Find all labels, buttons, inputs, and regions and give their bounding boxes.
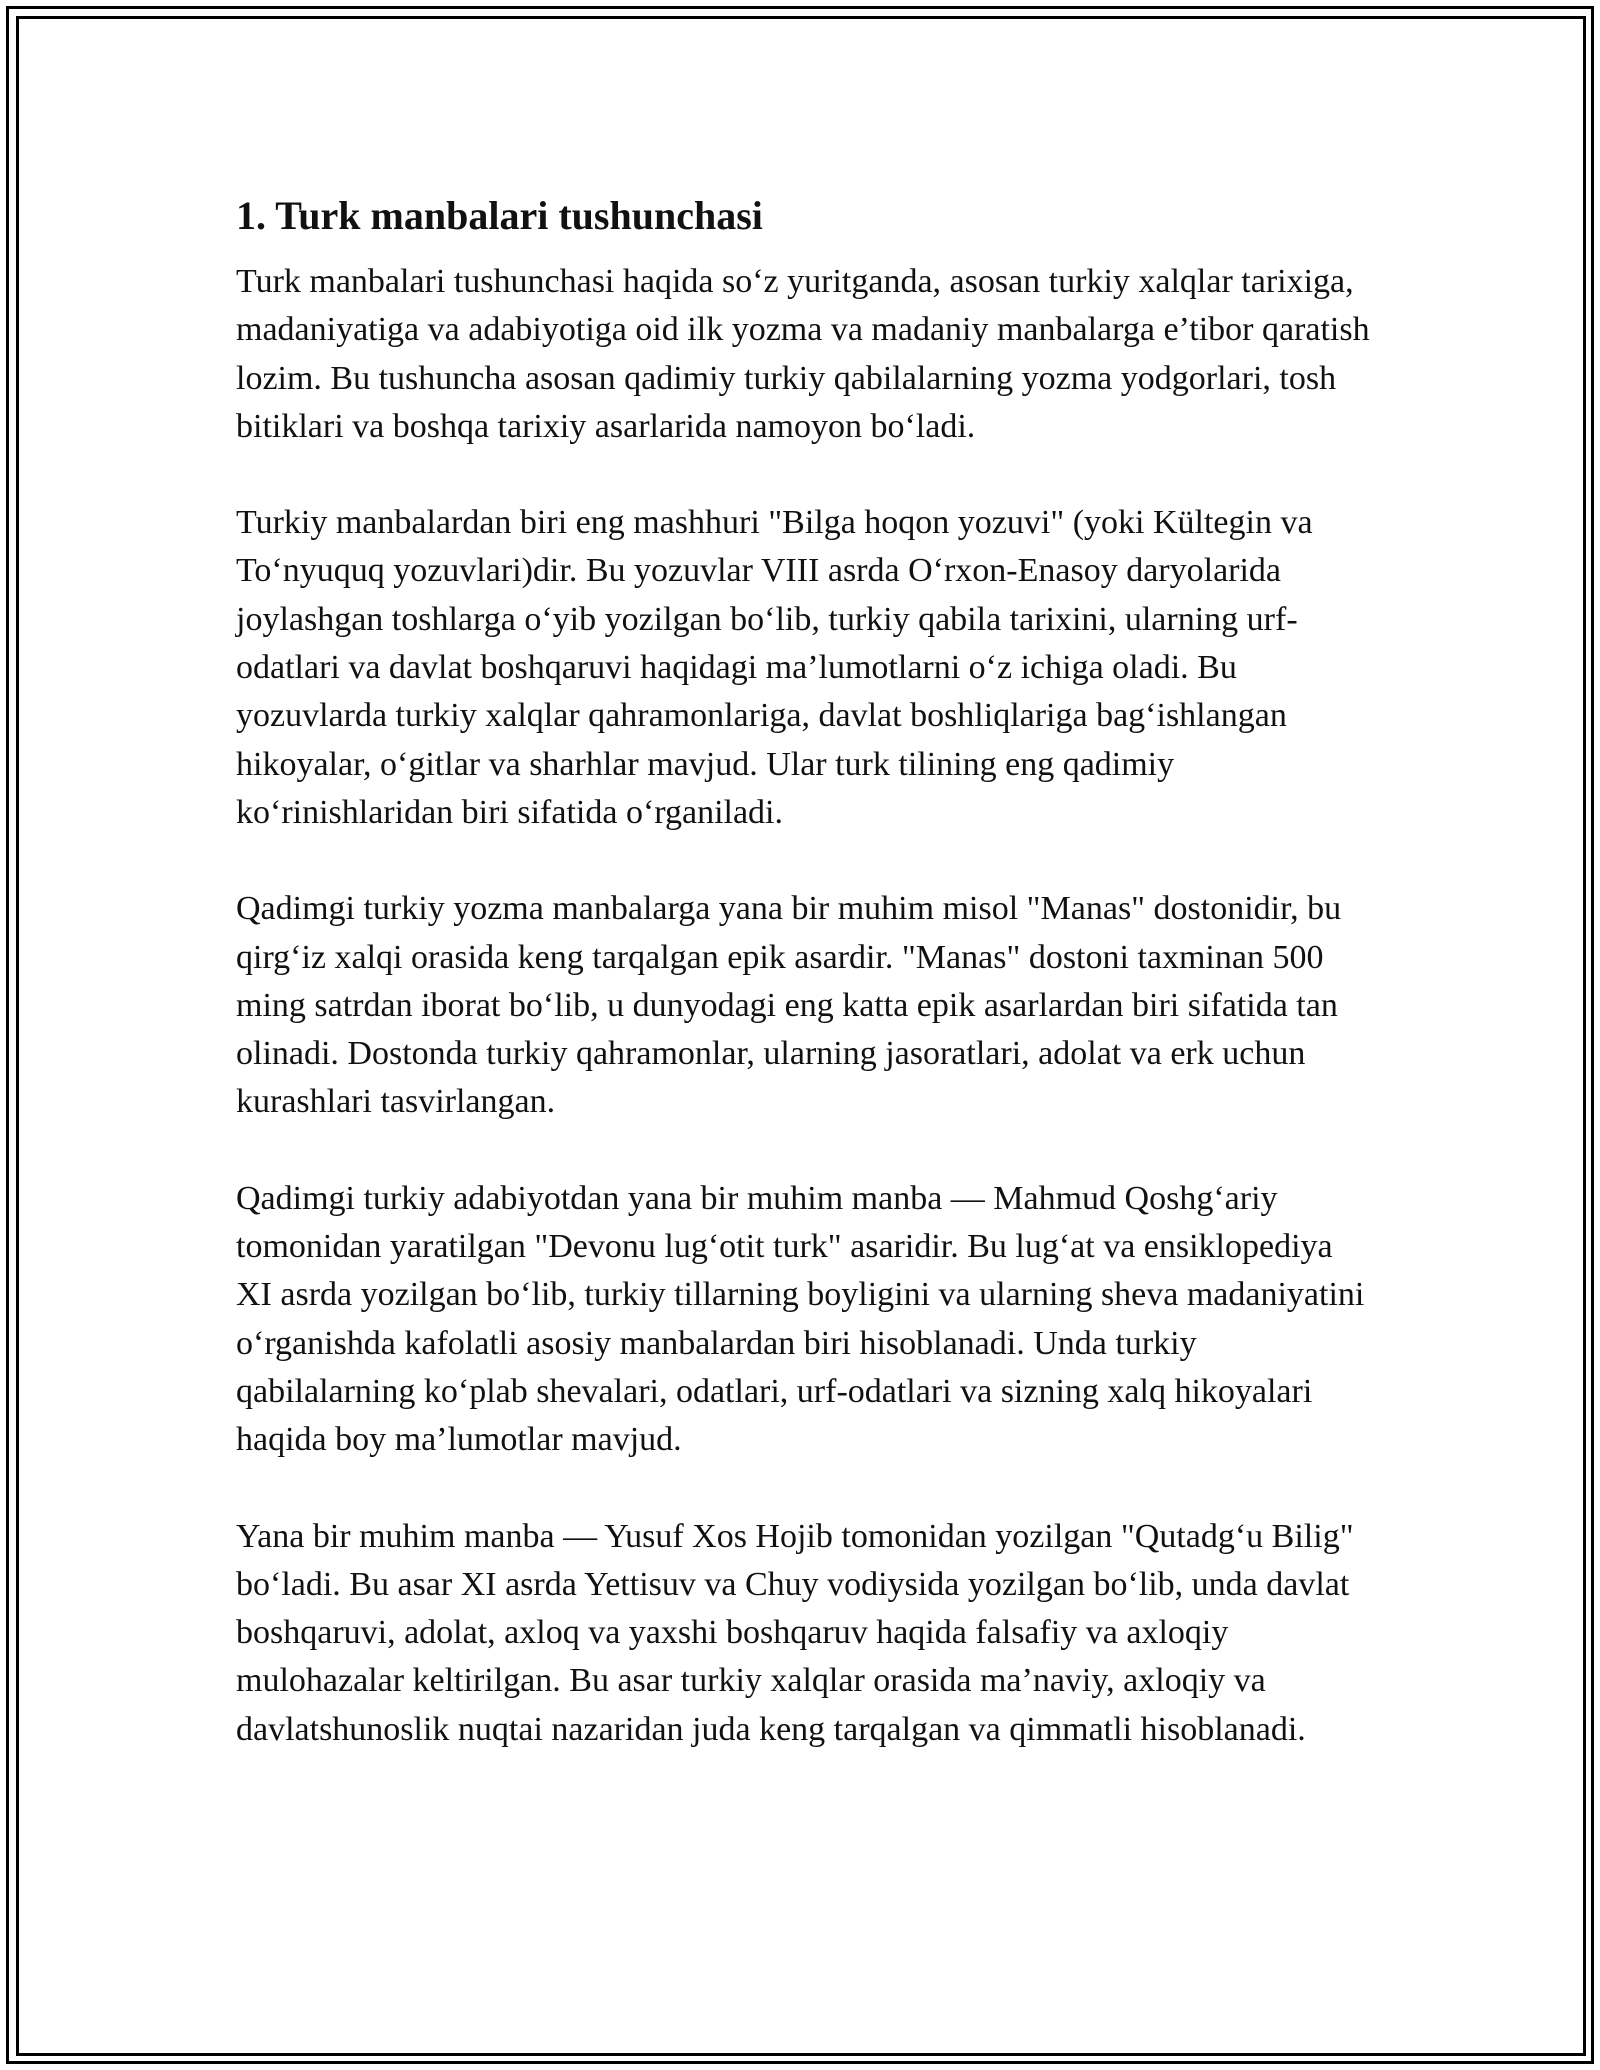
paragraph-intro: Turk manbalari tushunchasi haqida so‘z yuritganda, asosan turkiy xalqlar tarixiga, madaniyatiga va adabiyotiga oid ilk yozma va madaniy manbalarga e’tibor qaratish lozim. Bu tushuncha asosan qadimiy turkiy qabilalarning yozma yodgorlari, tosh bitiklari va boshqa tarixiy asarlarida namoyon bo‘ladi. (236, 263, 1370, 445)
section-heading: 1. Turk manbalari tushunchasi (236, 193, 763, 238)
document-body (236, 188, 1376, 1802)
paragraph-devonu-lugotit-turk: Qadimgi turkiy adabiyotdan yana bir muhim manba — Mahmud Qoshg‘ariy tomonidan yaratilgan "Devonu lug‘otit turk" asaridir. Bu lug‘at va ensiklopediya XI asrda yozilgan bo‘lib, turkiy tillarning boyligini va ularning sheva madaniyatini o‘rganishda kafolatli asosiy manbalardan biri hisoblanadi. Unda turkiy qabilalarning ko‘plab shevalari, odatlari, urf-odatlari va sizning xalq hikoyalari haqida boy ma’lumotlar mavjud. (236, 1179, 1365, 1459)
paragraph-manas: Qadimgi turkiy yozma manbalarga yana bir muhim misol "Manas" dostonidir, bu qirg‘iz xalqi orasida keng tarqalgan epik asardir. "Manas" dostoni taxminan 500 ming satrdan iborat bo‘lib, u dunyodagi eng katta epik asarlardan biri sifatida tan olinadi. Dostonda turkiy qahramonlar, ularning jasoratlari, adolat va erk uchun kurashlari tasvirlangan. (236, 890, 1342, 1121)
paragraph-qutadgu-bilig: Yana bir muhim manba — Yusuf Xos Hojib tomonidan yozilgan "Qutadg‘u Bilig" bo‘ladi. Bu asar XI asrda Yettisuv va Chuy vodiysida yozilgan bo‘lib, unda davlat boshqaruvi, adolat, axloq va yaxshi boshqaruv haqida falsafiy va axloqiy mulohazalar keltirilgan. Bu asar turkiy xalqlar orasida ma’naviy, axloqiy va davlatshunoslik nuqtai nazaridan juda keng tarqalgan va qimmatli hisoblanadi. (236, 1517, 1354, 1748)
paragraph-bilga-hoqon: Turkiy manbalardan biri eng mashhuri "Bilga hoqon yozuvi" (yoki Kültegin va To‘nyuquq yozuvlari)dir. Bu yozuvlar VIII asrda O‘rxon-Enasoy daryolarida joylashgan toshlarga o‘yib yozilgan bo‘lib, turkiy qabila tarixini, ularning urf-odatlari va davlat boshqaruvi haqidagi ma’lumotlarni o‘z ichiga oladi. Bu yozuvlarda turkiy xalqlar qahramonlariga, davlat boshliqlariga bag‘ishlangan hikoyalar, o‘gitlar va sharhlar mavjud. Ular turk tilining eng qadimiy ko‘rinishlaridan biri sifatida o‘rganiladi. (236, 504, 1313, 831)
